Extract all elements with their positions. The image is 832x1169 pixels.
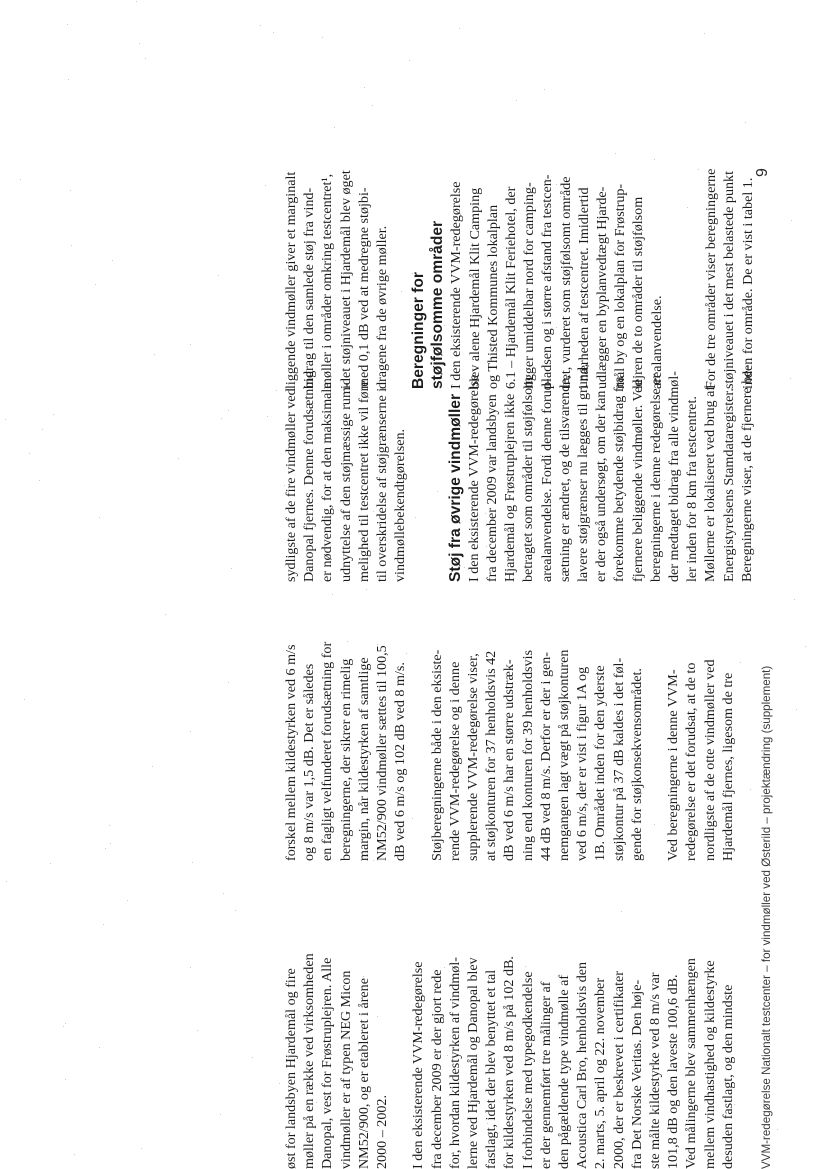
paragraph-gap (409, 691, 427, 861)
text-line: beregningerne i denne redegørelse er (647, 373, 664, 582)
text-line: en fagligt velfunderet forudsætning for (319, 641, 336, 861)
text-line: NM52/900 vindmøller sættes til 100,5 (374, 645, 391, 861)
text-line: supplerende VVM-redegørelse viser, (465, 653, 482, 861)
text-line: lejren de to områder til støjfølsom (630, 196, 647, 389)
text-line: 44 dB ved 8 m/s. Derfor er der i gen- (537, 652, 554, 861)
text-line: og 8 m/s var 1,5 dB. Det er således (301, 663, 318, 861)
text-line: til overskridelse af støjgrænserne i (374, 387, 391, 582)
text-line: møller på en række ved virksomheden (301, 953, 318, 1169)
text-line: melighed til testcentret ikke vil føre (355, 380, 372, 582)
text-line: idet støjniveauet i Hjardemål blev øget (337, 170, 354, 389)
text-line: arealanvendelse. (648, 295, 665, 389)
text-line: fjernere beliggende vindmøller. Ved (629, 379, 646, 582)
text-line: støjniveauet i det mest belastede punkt (721, 170, 738, 389)
text-line: I den eksisterende VVM-redegørelse (410, 961, 427, 1169)
text-line: fastlagt, idet der blev benyttet et tal (483, 969, 500, 1169)
text-line: redegørelse er det forudsat, at de to (683, 662, 700, 861)
text-column-3 (282, 363, 756, 582)
text-line: ler inden for 8 km fra testcentret. (684, 396, 701, 582)
text-line: inden for område. De er vist i tabel 1. (739, 177, 756, 389)
text-line: desuden fastlagt, og den mindste (719, 984, 736, 1169)
text-line: blev alene Hjardemål Klit Camping (466, 187, 483, 389)
text-line: med 0,1 dB ved at medregne støjbi- (355, 187, 372, 389)
text-line: for, hvordan kildestyrken af vindmøl- (446, 957, 463, 1169)
text-line: betragtet som områder til støjfølsom (520, 376, 537, 582)
text-line: fra december 2009 var landsbyen (484, 394, 500, 582)
text-line: er der gennemført tre målinger af (537, 981, 554, 1169)
text-line: sætning er ændret, og de tilsvarende, (556, 374, 573, 582)
text-line: fra Det Norske Veritas. Den høje- (628, 979, 645, 1169)
text-line: dB ved 6 m/s og 102 dB ved 8 m/s. (392, 662, 409, 861)
text-line: dB ved 6 m/s har en større udstræk- (501, 659, 518, 861)
paragraph-gap (428, 412, 446, 582)
text-line: og Thisted Kommunes lokalplan (484, 204, 501, 389)
text-line: 6.1 – Hjardemål Klit Feriehotel, der (503, 186, 520, 389)
text-line: arealanvendelse. Fordi denne forud- (538, 378, 555, 582)
text-line: ligger umiddelbar nord for camping- (521, 182, 538, 389)
text-line: fra december 2009 er der gjort rede (428, 969, 445, 1169)
text-line: møller i områder omkring testcentret¹, (319, 173, 336, 389)
text-line: gende for støjkonsekvensområdet. (628, 668, 645, 861)
text-line: Møllerne er lokaliseret ved brug af (702, 385, 719, 582)
text-column-4 (282, 168, 757, 389)
text-line: ning end konturen for 39 henholdsvis (519, 650, 536, 861)
text-line: 2000 – 2002. (374, 1095, 391, 1169)
text-line: bidrag til den samlede støj fra vind- (301, 187, 318, 389)
text-line: rende VVM-redegørelse og i denne (446, 661, 463, 861)
text-line: der medtaget bidrag fra alle vindmøl- (666, 371, 683, 582)
text-line: pladsen og i større afstand fra testcen- (539, 174, 556, 389)
text-line: Ved målingerne blev sammenhængen (683, 958, 700, 1169)
text-line: I den eksisterende VVM-redegørelse (448, 181, 465, 389)
text-line: at støjkonturen for 37 henholdsvis 42 (483, 650, 500, 861)
text-line: ved 6 m/s, der er vist i figur 1A og (574, 666, 591, 861)
paragraph-gap (409, 412, 427, 582)
text-line: lavere støjgrænser nu lægges til grund, (575, 363, 592, 582)
paragraph-gap (646, 691, 664, 861)
text-line: dragene fra de øvrige møller. (374, 225, 391, 389)
text-line: mål by og en lokalplan for Frøstrup- (612, 183, 629, 389)
text-line: Hjardemål fjernes, ligesom de tre (719, 672, 736, 861)
text-line: vindmøller er af typen NEG Micon (337, 970, 354, 1169)
page-number: 9 (754, 168, 771, 177)
text-line: forekomme betydende støjbidrag fra (611, 376, 628, 582)
paragraph-gap (666, 219, 684, 389)
text-line: NM52/900, og er etableret i årene (355, 978, 372, 1169)
footer-text: VVM-redegørelse Nationalt testcenter – for vindmøller ved Østerild – projektændring (supplement) (760, 665, 773, 1169)
text-line: Acoustica Carl Bro, henholdsvis den (574, 961, 591, 1169)
text-line: sydligste af de fire vindmøller ved (283, 388, 299, 582)
text-line: er nødvendig, for at den maksimale (319, 382, 336, 582)
text-line: 101,8 dB og den laveste 100,6 dB. (665, 974, 682, 1169)
text-line: Danopal, vest for Frøstruplejren. Alle (319, 957, 336, 1169)
section-heading: Støj fra øvrige vindmøller (446, 393, 464, 582)
text-line: ste målte kildestyrke ved 8 m/s var (647, 972, 664, 1169)
text-line: den pågældende type vindmølle af (556, 974, 573, 1169)
text-line: i nærheden af testcentret. Imidlertid (575, 187, 592, 389)
text-line: liggende vindmøller giver et marginalt (283, 171, 299, 389)
section-heading: støjfølsomme områder (429, 220, 447, 389)
text-line: For de tre områder viser beregningerne (703, 168, 720, 389)
text-line: Ved beregningerne i denne VVM- (665, 669, 682, 861)
text-line: Hjardemål og Frøstruplejren ikke (502, 393, 519, 582)
text-line: 2. marts, 5. april og 22. november (592, 977, 609, 1169)
text-line: I den eksisterende VVM-redegørelse (465, 374, 482, 582)
text-line: forskel mellem kildestyrken ved 6 m/s (283, 644, 299, 861)
text-column-2 (282, 641, 737, 861)
text-line: nemgangen lagt vægt på støjkonturen (556, 649, 573, 861)
paragraph-gap (391, 219, 409, 389)
text-line: tret, vurderet som støjfølsomt område (557, 176, 574, 389)
text-line: beregningerne, der sikrer en rimelig (337, 658, 354, 861)
text-line: Energistyrelsens Stamdataregister. (720, 388, 737, 582)
text-line: udlægger en byplanvedtægt Hjarde- (594, 186, 611, 389)
text-line: nordligste af de otte vindmøller ved (701, 659, 718, 861)
text-line: margin, når kildestyrken af samtlige (355, 657, 372, 861)
text-line: mellem vindhastighed og kildestyrke (701, 960, 718, 1169)
text-line: Danopal fjernes. Denne forudsætning (301, 370, 318, 582)
section-heading: Beregninger for (410, 272, 428, 389)
text-line: for kildestyrken ved 8 m/s på 102 dB. (501, 956, 518, 1169)
text-line: støjkontur på 37 dB kaldes i det føl- (610, 657, 627, 861)
text-line: I forbindelse med typegodkendelse (519, 971, 536, 1169)
text-line: er der også undersøgt, om der kan (593, 390, 610, 582)
text-line: lerne ved Hjardemål og Danopal blev (465, 957, 482, 1169)
text-line: Beregningerne viser, at de fjernere be- (738, 365, 755, 582)
paragraph-gap (684, 219, 702, 389)
text-line: Støjberegningerne både i den eksiste- (428, 649, 445, 861)
text-line: vindmøllebekendtgørelsen. (392, 428, 409, 582)
text-column-1 (282, 953, 737, 1169)
paragraph-gap (391, 999, 409, 1169)
text-line: 1B. Området inden for den yderste (592, 665, 609, 861)
text-line: 2000, der er beskrevet i certifikater (610, 970, 627, 1169)
text-line: øst for landsbyen Hjardemål og fire (283, 968, 299, 1169)
text-line: udnyttelse af den støjmæssige rum- (337, 382, 354, 582)
